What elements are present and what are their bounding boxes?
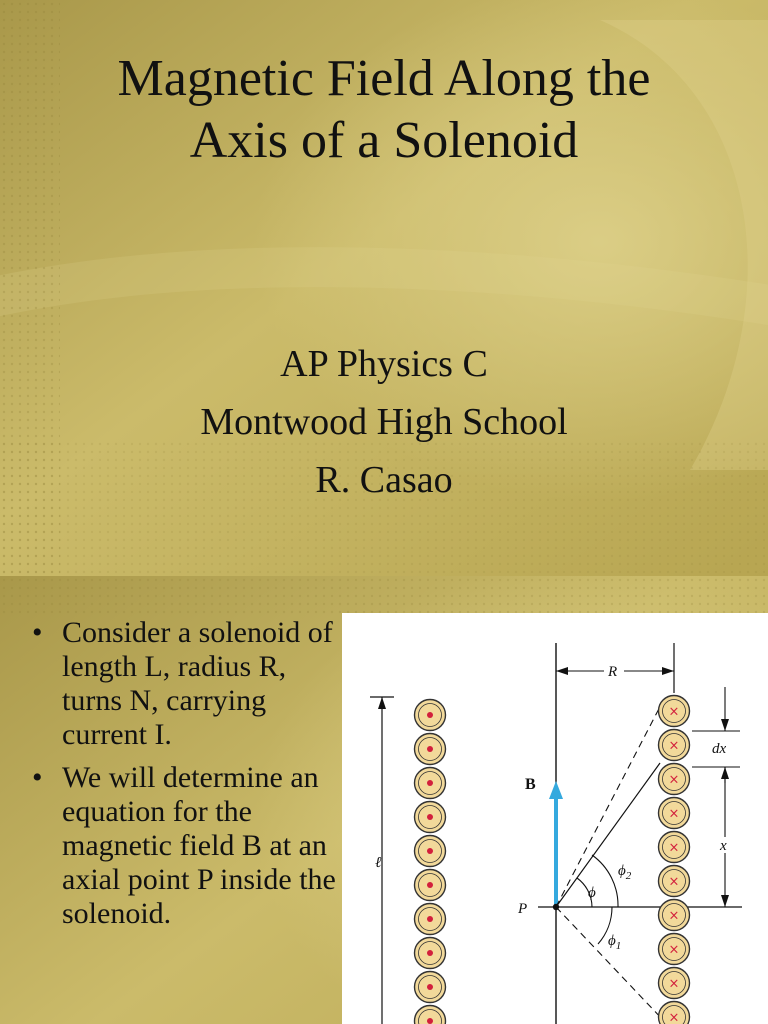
current-out-dot — [427, 950, 433, 956]
slide-title — [20, 48, 748, 172]
b-field-arrowhead — [549, 781, 563, 799]
current-in-cross: × — [668, 806, 680, 822]
label-phi1: $\phi_1$ — [608, 933, 622, 952]
content-slide — [0, 576, 768, 1024]
current-out-dot — [427, 746, 433, 752]
current-in-cross: × — [668, 908, 680, 924]
current-out-dot — [427, 916, 433, 922]
current-out-dot — [427, 780, 433, 786]
current-out-dot — [427, 1018, 433, 1024]
radius-arrow-left — [556, 667, 568, 675]
current-out-dot — [427, 712, 433, 718]
label-x: x — [720, 838, 727, 854]
current-in-cross: × — [668, 1010, 680, 1024]
current-in-cross: × — [668, 942, 680, 958]
label-R: R — [608, 664, 618, 680]
label-B: B — [525, 776, 536, 793]
dx-arrowhead-top — [721, 719, 729, 731]
left-coil-column — [415, 700, 446, 1024]
current-in-cross: × — [668, 840, 680, 856]
slide-subtitle — [20, 335, 748, 509]
bullet-text: We will determine an equation for the magnetic field B at an axial point P inside the solenoid. — [62, 761, 336, 930]
x-arrowhead-bottom — [721, 895, 729, 907]
label-ell: ℓ — [375, 855, 382, 871]
current-out-dot — [427, 882, 433, 888]
solenoid-figure — [342, 613, 768, 1024]
bullet-glyph: • — [32, 616, 43, 649]
current-in-cross: × — [668, 704, 680, 720]
subtitle-author: R. Casao — [315, 459, 453, 501]
current-out-dot — [427, 984, 433, 990]
solid-line-to-dx — [556, 763, 660, 907]
radius-arrow-right — [662, 667, 674, 675]
subtitle-school: Montwood High School — [200, 401, 568, 443]
title-line-1: Magnetic Field Along the — [117, 50, 651, 107]
current-in-cross: × — [668, 976, 680, 992]
current-in-cross: × — [668, 772, 680, 788]
bullet-glyph: • — [32, 761, 43, 794]
length-marker-arrowhead — [378, 697, 386, 709]
bullet-list — [28, 616, 346, 940]
label-P: P — [518, 901, 528, 917]
bullet-item — [28, 761, 346, 931]
label-dx: dx — [712, 741, 727, 757]
label-phi: ϕ — [588, 885, 596, 901]
label-phi2: $\phi_2$ — [618, 863, 632, 882]
current-out-dot — [427, 848, 433, 854]
current-in-cross: × — [668, 738, 680, 754]
bullet-text: Consider a solenoid of length L, radius R, turns N, carrying current I. — [62, 616, 333, 751]
subtitle-course: AP Physics C — [280, 343, 488, 385]
title-line-2: Axis of a Solenoid — [189, 112, 579, 169]
solenoid-diagram — [342, 613, 768, 1024]
current-out-dot — [427, 814, 433, 820]
current-in-cross: × — [668, 874, 680, 890]
right-coil-column — [659, 696, 690, 1024]
bullet-item — [28, 616, 346, 752]
